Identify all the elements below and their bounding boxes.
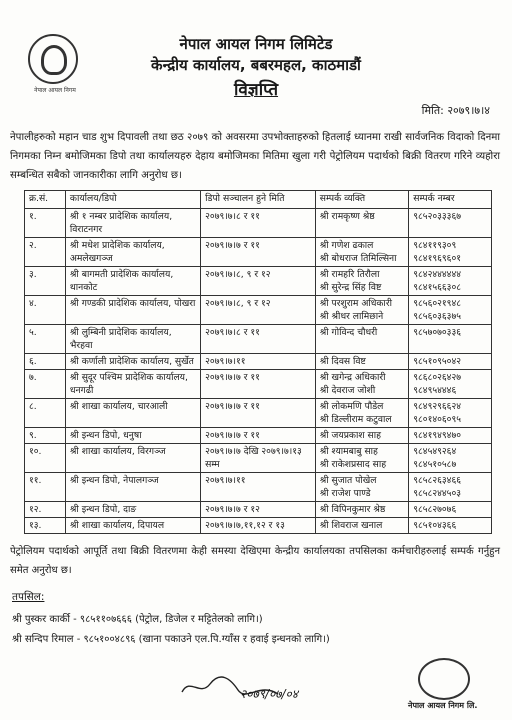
cell-office-text: श्री १ नम्बर प्रादेशिक कार्यालय, विराटनगर: [69, 211, 173, 235]
cell-date-text: २०७९।७।८ र ११: [205, 211, 260, 222]
cell-date: [201, 518, 316, 534]
cell-person: [315, 518, 408, 534]
cell-person: [315, 502, 408, 518]
contact-detail: - ९८५१००४८९६ (खाना पकाउने एल.पि.ग्याँस र हवाई इन्धनको लागि।): [76, 634, 330, 645]
cell-number-text: ९८५१०९५०४२: [413, 356, 462, 367]
cell-person-text: श्री राजेश पाण्डे: [319, 488, 371, 499]
logo-caption: नेपाल आयल निगम: [34, 87, 76, 94]
cell-sn: [25, 354, 66, 370]
stamp-caption: नेपाल आयल निगम लि.: [408, 701, 478, 710]
cell-date: [201, 354, 316, 370]
cell-person-text: श्री डिल्लीराम कटुवाल: [319, 414, 392, 425]
col-office: कार्यालय/डिपो: [65, 191, 200, 209]
cell-office-text: श्री शाखा कार्यालय, विरगञ्ज: [69, 446, 166, 457]
contact-item: [12, 611, 263, 625]
table-row: [25, 518, 492, 534]
cell-number-text: ९८५६०३६३७५: [413, 311, 462, 322]
intro-paragraph: नेपालीहरुको महान चाड शुभ दिपावली तथा छठ २०७९ को अवसरमा उपभोक्ताहरुको हितलाई ध्यानमा राखी सार्वजनिक विदाको दिनमा निगमका निम्न बमोजिमका डिपो तथा कार्यालयहरु देहाय बमोजिमका मितिमा खुला गरी पेट्रोलियम पदार्थको बिक्री वितरण गरिने व्यहोरा सम्बन्धित सबैको जानकारीका लागि अनुरोध छ।: [10, 132, 500, 181]
cell-number: [409, 473, 492, 502]
cell-number: [409, 325, 492, 354]
contact-detail: - ९८५११०७६६६ (पेट्रोल, डिजेल र मट्टितेलको लागि।): [73, 614, 263, 625]
cell-office-text: श्री इन्धन डिपो, दाङ: [69, 504, 137, 515]
cell-office-text: श्री कर्णाली प्रादेशिक कार्यालय, सुर्खेत: [69, 356, 194, 367]
table-row: [25, 238, 492, 267]
cell-person-text: श्री रामकृष्ण श्रेष्ठ: [319, 211, 375, 222]
cell-number-text: ९८४१९६९६०१: [413, 253, 462, 264]
cell-person-text: श्री श्रीधर लामिछाने: [319, 311, 384, 322]
cell-office-text: श्री लुम्बिनी प्रादेशिक कार्यालय, भैरहवा: [69, 327, 172, 351]
cell-number-text: ९८४१९४९४७०: [413, 430, 462, 441]
cell-number-text: ९८४९५४४४६: [413, 385, 457, 396]
cell-number: [409, 267, 492, 296]
table-row: [25, 354, 492, 370]
cell-sn-text: १२.: [29, 504, 42, 515]
cell-person-text: श्री सुजात पोखेल: [319, 475, 377, 486]
cell-date-text: २०७९।७।७ र ११: [205, 372, 260, 383]
cell-sn: [25, 399, 66, 428]
cell-number-text: ९८४९२९६६२४: [413, 401, 462, 412]
cell-date: [201, 325, 316, 354]
cell-number: [409, 354, 492, 370]
cell-office: [65, 370, 200, 399]
cell-office: [65, 399, 200, 428]
cell-sn-text: १३.: [29, 520, 42, 531]
col-number: सम्पर्क नम्बर: [409, 191, 492, 209]
table-row: [25, 428, 492, 444]
cell-number-text: ९८४२४४४४४४: [413, 269, 462, 280]
cell-date: [201, 502, 316, 518]
cell-sn-text: ६.: [29, 356, 37, 367]
cell-office: [65, 518, 200, 534]
cell-sn-text: १.: [29, 211, 37, 222]
col-sn: क्र.सं.: [25, 191, 66, 209]
cell-person-text: श्री श्यामबाबु साह: [319, 446, 378, 457]
cell-office-text: श्री मधेश प्रादेशिक कार्यालय, अमलेखगञ्ज: [69, 240, 165, 264]
cell-date: [201, 238, 316, 267]
table-row: [25, 473, 492, 502]
cell-number-text: ९८५६०२१९४८: [413, 298, 462, 309]
table-row: [25, 444, 492, 473]
cell-person: [315, 399, 408, 428]
cell-office: [65, 209, 200, 238]
cell-office-text: श्री इन्धन डिपो, नेपालगञ्ज: [69, 475, 159, 486]
cell-number-text: ९८५२०३३३६७: [413, 211, 462, 222]
cell-sn-text: २.: [29, 240, 37, 251]
cell-office: [65, 428, 200, 444]
cell-person: [315, 444, 408, 473]
cell-office: [65, 267, 200, 296]
cell-sn: [25, 209, 66, 238]
notice-title: विज्ञप्ति: [233, 80, 279, 100]
depot-schedule-table: [24, 190, 492, 534]
table-row: [25, 209, 492, 238]
cell-sn: [25, 267, 66, 296]
cell-sn: [25, 444, 66, 473]
cell-sn-text: ५.: [29, 327, 37, 338]
cell-sn-text: ३.: [29, 269, 37, 280]
cell-date: [201, 428, 316, 444]
cell-sn-text: ७.: [29, 372, 37, 383]
cell-office-text: श्री सुदूर पश्चिम प्रादेशिक कार्यालय, धनगढी: [69, 372, 188, 396]
cell-office: [65, 473, 200, 502]
cell-person: [315, 238, 408, 267]
cell-number-text: ९८५८२६३४६६: [413, 475, 462, 486]
cell-date: [201, 444, 316, 473]
cell-person-text: श्री सुरेन्द्र सिंह विष्ट: [319, 282, 382, 293]
cell-number: [409, 209, 492, 238]
cell-person-text: श्री विपिनकुमार श्रेष्ठ: [319, 504, 386, 515]
cell-date-text: २०७९।७।७,११,१२ र १३: [205, 520, 285, 531]
cell-person-text: श्री रामहरि तिरौला: [319, 269, 380, 280]
cell-number-text: ९८५८२४४५०३: [413, 488, 462, 499]
cell-person-text: श्री देवराज जोशी: [319, 385, 376, 396]
cell-number-text: ९८५१०४३६६: [413, 520, 457, 531]
cell-sn: [25, 296, 66, 325]
cell-office: [65, 296, 200, 325]
cell-date: [201, 296, 316, 325]
cell-sn: [25, 502, 66, 518]
cell-person: [315, 267, 408, 296]
cell-person-text: श्री परशुराम अधिकारी: [319, 298, 392, 309]
cell-number: [409, 238, 492, 267]
cell-office-text: श्री गण्डकी प्रादेशिक कार्यालय, पोखरा: [69, 298, 196, 309]
cell-office: [65, 502, 200, 518]
cell-date-text: २०७९।७।८, ९ र १२: [205, 298, 271, 309]
notice-date: मिति: २०७९।७।४: [421, 104, 490, 117]
office-name: केन्द्रीय कार्यालय, बबरमहल, काठमाडौं: [151, 56, 361, 74]
cell-sn-text: ८.: [29, 401, 37, 412]
cell-person-text: श्री जयप्रकाश साह: [319, 430, 382, 441]
stamp-logo-icon: [418, 658, 470, 700]
cell-person-text: श्री दिवस विष्ट: [319, 356, 366, 367]
cell-person: [315, 296, 408, 325]
cell-sn: [25, 325, 66, 354]
cell-date-text: २०७९।७।७ देखि २०७९।७।१३ सम्म: [205, 446, 302, 470]
cell-date: [201, 370, 316, 399]
cell-number: [409, 518, 492, 534]
cell-date-text: २०७९।७।७ र ११: [205, 430, 260, 441]
cell-person: [315, 473, 408, 502]
table-row: [25, 325, 492, 354]
cell-date: [201, 209, 316, 238]
cell-date: [201, 399, 316, 428]
cell-sn: [25, 518, 66, 534]
cell-office-text: श्री बागमती प्रादेशिक कार्यालय, थानकोट: [69, 269, 174, 293]
cell-sn-text: ४.: [29, 298, 37, 309]
cell-number-text: ९८४११९३०९: [413, 240, 457, 251]
table-row: [25, 370, 492, 399]
table-header-row: [25, 191, 492, 209]
cell-number-text: ९८६८०२६४२७: [413, 372, 462, 383]
cell-person-text: श्री गणेश ढकाल: [319, 240, 374, 251]
cell-office: [65, 325, 200, 354]
contact-name: श्री पुस्कर कार्की: [12, 614, 70, 625]
signature-date: २०७९/०७/०४: [240, 687, 299, 701]
cell-date-text: २०७९।७।७ र ११: [205, 401, 260, 412]
cell-person: [315, 325, 408, 354]
cell-person-text: श्री लोकमणि पौडेल: [319, 401, 384, 412]
cell-person: [315, 354, 408, 370]
table-row: [25, 399, 492, 428]
contact-name: श्री सन्दिप रिमाल: [12, 634, 74, 645]
cell-number: [409, 444, 492, 473]
cell-date: [201, 473, 316, 502]
table-row: [25, 267, 492, 296]
cell-office: [65, 354, 200, 370]
cell-office-text: श्री शाखा कार्यालय, चारआली: [69, 401, 168, 412]
contact-item: [12, 631, 330, 645]
cell-number: [409, 502, 492, 518]
cell-person: [315, 209, 408, 238]
cell-date-text: २०७९।७।८, ९ र १२: [205, 269, 271, 280]
table-body: [25, 209, 492, 534]
contacts-heading: तपसिल:: [12, 591, 45, 603]
col-person: सम्पर्क व्यक्ति: [315, 191, 408, 209]
cell-sn-text: ११.: [29, 475, 42, 486]
cell-number: [409, 370, 492, 399]
cell-person: [315, 428, 408, 444]
cell-person-text: श्री गोविन्द चौधरी: [319, 327, 378, 338]
cell-number-text: ९८५८२७०७६: [413, 504, 457, 515]
cell-person-text: श्री खगेन्द्र अधिकारी: [319, 372, 386, 383]
cell-number-text: ९८४१५६६३०८: [413, 282, 462, 293]
cell-office: [65, 444, 200, 473]
cell-sn: [25, 428, 66, 444]
cell-sn: [25, 473, 66, 502]
cell-office-text: श्री शाखा कार्यालय, दिपायल: [69, 520, 165, 531]
table-row: [25, 502, 492, 518]
cell-number-text: ९८०१४०६०९५: [413, 414, 462, 425]
cell-number: [409, 399, 492, 428]
cell-office-text: श्री इन्धन डिपो, धनुषा: [69, 430, 142, 441]
cell-number-text: ९८४५४९२६४: [413, 446, 457, 457]
cell-person: [315, 370, 408, 399]
cell-date-text: २०७९।७।७ र ११: [205, 240, 260, 251]
cell-number-text: ९८५७०७०३३६: [413, 327, 462, 338]
cell-date-text: २०७९।७।८ र ११: [205, 327, 260, 338]
cell-office: [65, 238, 200, 267]
cell-date-text: २०७९।७।११: [205, 356, 246, 367]
cell-number: [409, 296, 492, 325]
cell-person-text: श्री शिवराज खनाल: [319, 520, 383, 531]
cell-sn: [25, 370, 66, 399]
cell-date-text: २०७९।७।११: [205, 475, 246, 486]
cell-person-text: श्री बोधराज तिमिल्सिना: [319, 253, 397, 264]
cell-sn-text: १०.: [29, 446, 42, 457]
cell-person-text: श्री राकेशप्रसाद साह: [319, 459, 387, 470]
table-row: [25, 296, 492, 325]
cell-date: [201, 267, 316, 296]
cell-sn: [25, 238, 66, 267]
org-name: नेपाल आयल निगम लिमिटेड: [179, 35, 333, 53]
cell-sn-text: ९.: [29, 430, 37, 441]
cell-number-text: ९८४५१०५८७: [413, 459, 457, 470]
footer-paragraph: पेट्रोलियम पदार्थको आपूर्ति तथा बिक्री वितरणमा केही समस्या देखिएमा केन्द्रीय कार्यालयका तपसिलका कर्मचारीहरुलाई सम्पर्क गर्नुहुन समेत अनुरोध छ।: [10, 546, 500, 576]
cell-number: [409, 428, 492, 444]
col-date: डिपो सञ्चालन हुने मिति: [201, 191, 316, 209]
cell-date-text: २०७९।७।७ र १२: [205, 504, 260, 515]
